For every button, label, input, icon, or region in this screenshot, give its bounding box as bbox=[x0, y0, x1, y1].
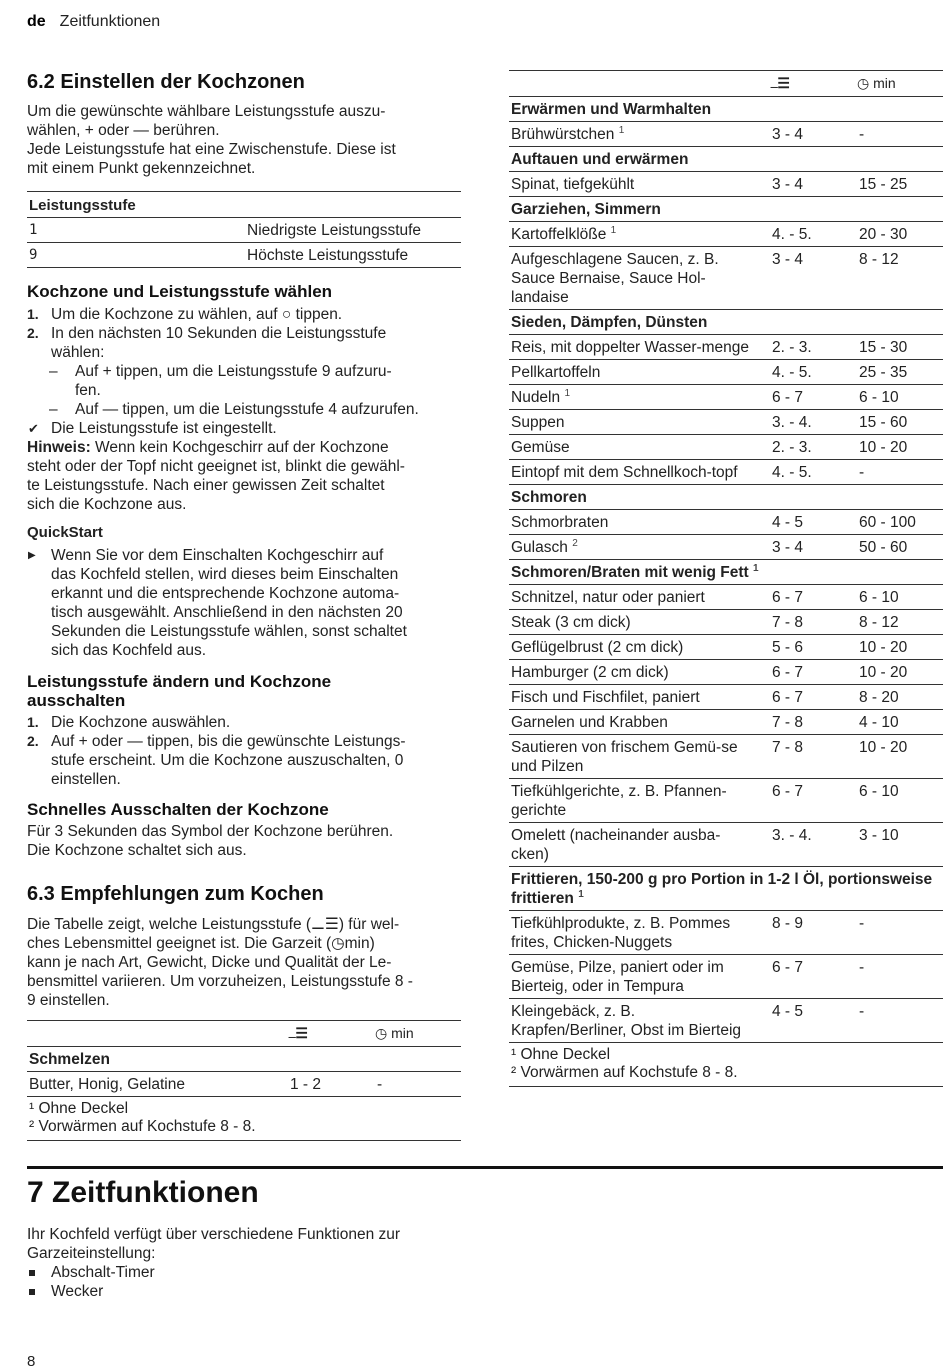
level-cell: 3 - 4 bbox=[770, 535, 857, 560]
step-item bbox=[27, 732, 461, 789]
level-cell: 3 - 4 bbox=[770, 172, 857, 197]
level-label: Höchste Leistungsstufe bbox=[245, 243, 461, 268]
food-name: Nudeln bbox=[511, 389, 561, 406]
food-cell bbox=[509, 635, 770, 660]
table-row bbox=[509, 460, 943, 485]
intro-line: Um die gewünschte wählbare Leistungsstufe auszu- bbox=[27, 103, 386, 120]
footnote-row bbox=[27, 1097, 461, 1141]
level-symbol: 1 bbox=[27, 218, 245, 243]
table-row bbox=[509, 247, 943, 310]
table-row bbox=[509, 999, 943, 1043]
table-group bbox=[509, 485, 943, 510]
section-6-2-intro bbox=[27, 102, 461, 178]
time-cell: 10 - 20 bbox=[857, 635, 943, 660]
intro-line: ches Lebensmittel geeignet ist. Die Garzeit (◷min) bbox=[27, 935, 375, 952]
food-cell bbox=[509, 510, 770, 535]
food-name: Brühwürstchen bbox=[511, 126, 615, 143]
step-text: Um die Kochzone zu wählen, auf ○ tippen. bbox=[51, 306, 343, 323]
text-line: Die Kochzone schaltet sich aus. bbox=[27, 842, 247, 859]
table-header-row bbox=[509, 71, 943, 97]
clock-icon bbox=[375, 1021, 461, 1047]
note-label: Hinweis: bbox=[27, 439, 91, 456]
intro-line: wählen, + oder — berühren. bbox=[27, 122, 220, 139]
food-name: Gemüse bbox=[511, 439, 570, 456]
level-cell: 6 - 7 bbox=[770, 685, 857, 710]
group-title bbox=[509, 560, 943, 585]
food-cell bbox=[509, 435, 770, 460]
step-text: Die Kochzone auswählen. bbox=[51, 714, 231, 731]
footnote-marker: 1 bbox=[618, 125, 625, 136]
time-cell: - bbox=[857, 911, 943, 955]
time-cell: 15 - 60 bbox=[857, 410, 943, 435]
footnotes bbox=[27, 1097, 461, 1141]
time-cell: - bbox=[857, 955, 943, 999]
chapter-7-title: 7 Zeitfunktionen bbox=[27, 1176, 259, 1209]
table-row bbox=[27, 1072, 461, 1097]
food-cell bbox=[509, 823, 770, 867]
food-cell bbox=[509, 735, 770, 779]
footnotes bbox=[509, 1043, 943, 1087]
food-cell bbox=[509, 335, 770, 360]
text-line: sich das Kochfeld aus. bbox=[51, 642, 207, 659]
text-line: tisch ausgewählt. Anschließend in den nächsten 20 bbox=[51, 604, 403, 621]
level-label: Niedrigste Leistungsstufe bbox=[245, 218, 461, 243]
time-cell: 3 - 10 bbox=[857, 823, 943, 867]
time-column-label: ◷ min bbox=[375, 1025, 414, 1041]
level-cell: 4. - 5. bbox=[770, 360, 857, 385]
footnote-marker: 1 bbox=[753, 563, 759, 574]
intro-line: Garzeiteinstellung: bbox=[27, 1245, 156, 1262]
note-text: te Leistungsstufe. Nach einer gewissen Zeit schaltet bbox=[27, 477, 385, 494]
text-line: Sekunden die Leistungsstufe wählen, sonst schaltet bbox=[51, 623, 407, 640]
food-name: Aufgeschlagene Saucen, z. B. Sauce Bernaise, Sauce Hol-landaise bbox=[511, 251, 719, 306]
table-row bbox=[509, 385, 943, 410]
table-row bbox=[509, 779, 943, 823]
table-row bbox=[509, 955, 943, 999]
food-cell bbox=[509, 911, 770, 955]
time-cell: - bbox=[857, 999, 943, 1043]
food-name: Tiefkühlprodukte, z. B. Pommes frites, Chicken-Nuggets bbox=[511, 915, 731, 951]
function-list bbox=[27, 1263, 467, 1301]
clock-icon bbox=[857, 71, 943, 97]
level-cell: 6 - 7 bbox=[770, 585, 857, 610]
text-line: das Kochfeld stellen, wird dieses beim Einschalten bbox=[51, 566, 399, 583]
food-name: Eintopf mit dem Schnellkoch-topf bbox=[511, 464, 738, 481]
level-cell: 1 - 2 bbox=[288, 1072, 375, 1097]
note-block bbox=[27, 438, 461, 514]
level-cell: 3 - 4 bbox=[770, 247, 857, 310]
food-name: Reis, mit doppelter Wasser-menge bbox=[511, 339, 750, 356]
step-text: Auf + oder — tippen, bis die gewünschte Leistungs- bbox=[51, 733, 406, 750]
food-name: Hamburger (2 cm dick) bbox=[511, 664, 669, 681]
food-name: Schnitzel, natur oder paniert bbox=[511, 589, 705, 606]
time-cell: 6 - 10 bbox=[857, 585, 943, 610]
steps-list bbox=[27, 305, 461, 362]
table-row bbox=[509, 735, 943, 779]
time-cell: 6 - 10 bbox=[857, 385, 943, 410]
time-cell: 6 - 10 bbox=[857, 779, 943, 823]
level-cell: 6 - 7 bbox=[770, 955, 857, 999]
level-cell: 6 - 7 bbox=[770, 385, 857, 410]
food-name: Tiefkühlgerichte, z. B. Pfannen-gerichte bbox=[511, 783, 727, 819]
time-cell: - bbox=[857, 122, 943, 147]
time-cell: 8 - 12 bbox=[857, 610, 943, 635]
step-number: 1. bbox=[27, 714, 39, 730]
step-text: einstellen. bbox=[51, 771, 121, 788]
group-title: Schmelzen bbox=[27, 1047, 461, 1072]
food-name: Pellkartoffeln bbox=[511, 364, 601, 381]
result-text: Die Leistungsstufe ist eingestellt. bbox=[51, 420, 277, 437]
sub-step-text: fen. bbox=[75, 382, 101, 399]
section-6-2-title: 6.2 Einstellen der Kochzonen bbox=[27, 71, 305, 93]
time-cell: - bbox=[375, 1072, 461, 1097]
intro-line: Ihr Kochfeld verfügt über verschiedene Funktionen zur bbox=[27, 1226, 401, 1243]
level-symbol: 9 bbox=[27, 243, 245, 268]
table-group bbox=[509, 867, 943, 911]
group-title-text: Frittieren, 150-200 g pro Portion in 1-2 l Öl, portionsweise frittieren bbox=[511, 871, 933, 907]
step-number: 2. bbox=[27, 325, 39, 341]
intro-line: Jede Leistungsstufe hat eine Zwischenstufe. Diese ist bbox=[27, 141, 396, 158]
food-cell bbox=[509, 222, 770, 247]
power-level-header: Leistungsstufe bbox=[27, 192, 461, 218]
food-cell bbox=[509, 779, 770, 823]
food-cell bbox=[509, 460, 770, 485]
level-cell: 4. - 5. bbox=[770, 460, 857, 485]
group-title: Auftauen und erwärmen bbox=[509, 147, 943, 172]
time-cell: 60 - 100 bbox=[857, 510, 943, 535]
table-row bbox=[509, 435, 943, 460]
step-text: In den nächsten 10 Sekunden die Leistungsstufe bbox=[51, 325, 387, 342]
quickstart-title: QuickStart bbox=[27, 524, 103, 541]
food-name: Suppen bbox=[511, 414, 565, 431]
food-name: Fisch und Fischfilet, paniert bbox=[511, 689, 700, 706]
food-cell bbox=[509, 385, 770, 410]
time-cell: 15 - 30 bbox=[857, 335, 943, 360]
food-name: Spinat, tiefgekühlt bbox=[511, 176, 635, 193]
group-title: Garziehen, Simmern bbox=[509, 197, 943, 222]
table-row bbox=[509, 685, 943, 710]
food-cell bbox=[509, 122, 770, 147]
group-title: Schmoren bbox=[509, 485, 943, 510]
food-cell bbox=[509, 955, 770, 999]
food-cell bbox=[509, 410, 770, 435]
table-group bbox=[509, 310, 943, 335]
table-group bbox=[509, 197, 943, 222]
food-name: Schmorbraten bbox=[511, 514, 609, 531]
step-item bbox=[27, 305, 461, 324]
food-cell bbox=[509, 999, 770, 1043]
table-row bbox=[509, 410, 943, 435]
food-name: Kleingebäck, z. B. Krapfen/Berliner, Obst im Bierteig bbox=[511, 1003, 742, 1039]
result-line bbox=[27, 419, 461, 438]
time-cell: 8 - 20 bbox=[857, 685, 943, 710]
footnote-row bbox=[509, 1043, 943, 1087]
level-cell: 8 - 9 bbox=[770, 911, 857, 955]
left-column bbox=[27, 70, 461, 1141]
footnote-marker: 1 bbox=[564, 388, 570, 399]
subsection-title bbox=[27, 672, 461, 710]
sub-step: – Auf — tippen, um die Leistungsstufe 4 aufzurufen. bbox=[49, 401, 419, 418]
food-cell bbox=[509, 610, 770, 635]
footnote-marker: 1 bbox=[610, 225, 617, 236]
level-cell: 7 - 8 bbox=[770, 735, 857, 779]
time-cell: 10 - 20 bbox=[857, 435, 943, 460]
table-row bbox=[509, 535, 943, 560]
group-title: Sieden, Dämpfen, Dünsten bbox=[509, 310, 943, 335]
footnote: ¹ Ohne Deckel bbox=[29, 1100, 129, 1117]
step-number: 2. bbox=[27, 733, 39, 749]
food-cell bbox=[509, 360, 770, 385]
power-level-icon bbox=[770, 71, 857, 97]
level-cell: 7 - 8 bbox=[770, 710, 857, 735]
cooking-recommendations-table bbox=[509, 70, 943, 1087]
intro-line: kann je nach Art, Gewicht, Dicke und Qualität der Le- bbox=[27, 954, 392, 971]
intro-line: bensmittel variieren. Um vorzuheizen, Leistungsstufe 8 - bbox=[27, 973, 413, 990]
food-cell bbox=[509, 685, 770, 710]
intro-line: 9 einstellen. bbox=[27, 992, 110, 1009]
header-title: Zeitfunktionen bbox=[59, 13, 161, 30]
footnote-marker: 2 bbox=[572, 538, 578, 549]
table-row bbox=[509, 122, 943, 147]
footnote: ² Vorwärmen auf Kochstufe 8 - 8. bbox=[29, 1118, 256, 1135]
table-group bbox=[27, 1047, 461, 1072]
table-row bbox=[509, 510, 943, 535]
table-row bbox=[27, 243, 461, 268]
sub-step-text: Auf — tippen, um die Leistungsstufe 4 aufzurufen. bbox=[75, 401, 419, 418]
table-group bbox=[509, 560, 943, 585]
food-name: Geflügelbrust (2 cm dick) bbox=[511, 639, 684, 656]
food-cell bbox=[509, 710, 770, 735]
section-6-3-intro bbox=[27, 915, 461, 1010]
footnote: ¹ Ohne Deckel bbox=[511, 1046, 611, 1063]
food-name: Gemüse, Pilze, paniert oder im Bierteig, oder in Tempura bbox=[511, 959, 724, 995]
level-cell: 3. - 4. bbox=[770, 823, 857, 867]
footnote-marker: 1 bbox=[578, 889, 584, 900]
quickstart-text bbox=[27, 546, 461, 660]
table-row bbox=[509, 585, 943, 610]
time-cell: 15 - 25 bbox=[857, 172, 943, 197]
list-item: Wecker bbox=[27, 1282, 467, 1301]
table-group bbox=[509, 147, 943, 172]
note-text: Wenn kein Kochgeschirr auf der Kochzone bbox=[90, 439, 389, 456]
power-level-icon-glyph: ⚊☰ bbox=[288, 1026, 307, 1042]
sub-step: – Auf + tippen, um die Leistungsstufe 9 aufzuru- fen. bbox=[49, 363, 392, 399]
time-cell: 20 - 30 bbox=[857, 222, 943, 247]
step-item bbox=[27, 713, 461, 732]
food-name: Sautieren von frischem Gemü-se und Pilzen bbox=[511, 739, 738, 775]
food-cell bbox=[509, 660, 770, 685]
food-name: Steak (3 cm dick) bbox=[511, 614, 631, 631]
table-row bbox=[509, 360, 943, 385]
level-cell: 4 - 5 bbox=[770, 510, 857, 535]
level-cell: 2. - 3. bbox=[770, 435, 857, 460]
language-code: de bbox=[27, 13, 46, 30]
table-header-row bbox=[27, 1021, 461, 1047]
step-number: 1. bbox=[27, 306, 39, 322]
triangle-icon: ▶ bbox=[28, 550, 36, 561]
table-row bbox=[27, 218, 461, 243]
text-line: erkannt und die entsprechende Kochzone automa- bbox=[51, 585, 400, 602]
title-line: Leistungsstufe ändern und Kochzone bbox=[27, 672, 332, 691]
table-row bbox=[509, 911, 943, 955]
running-header bbox=[27, 12, 160, 31]
group-title: Erwärmen und Warmhalten bbox=[509, 97, 943, 122]
food-name: Gulasch bbox=[511, 539, 568, 556]
level-cell: 3. - 4. bbox=[770, 410, 857, 435]
step-text: wählen: bbox=[51, 344, 105, 361]
table-group bbox=[509, 97, 943, 122]
note-text: steht oder der Topf nicht geeignet ist, blinkt die gewähl- bbox=[27, 458, 405, 475]
table-row bbox=[509, 635, 943, 660]
level-cell: 5 - 6 bbox=[770, 635, 857, 660]
food-name: Omelett (nacheinander ausba-cken) bbox=[511, 827, 721, 863]
table-row bbox=[509, 610, 943, 635]
level-cell: 3 - 4 bbox=[770, 122, 857, 147]
table-row bbox=[509, 660, 943, 685]
time-cell: 25 - 35 bbox=[857, 360, 943, 385]
chapter-divider bbox=[27, 1166, 943, 1169]
table-row bbox=[509, 172, 943, 197]
food-cell bbox=[509, 247, 770, 310]
chapter-7-body bbox=[27, 1225, 467, 1301]
right-column bbox=[509, 70, 943, 1087]
table-row bbox=[509, 710, 943, 735]
text-line: Für 3 Sekunden das Symbol der Kochzone berühren. bbox=[27, 823, 394, 840]
power-level-icon-glyph: ⚊☰ bbox=[770, 76, 789, 92]
intro-line: Die Tabelle zeigt, welche Leistungsstufe (⚊☰) für wel- bbox=[27, 916, 400, 933]
sub-step-text: Auf + tippen, um die Leistungsstufe 9 aufzuru- bbox=[75, 363, 392, 380]
subsection-title: Schnelles Ausschalten der Kochzone bbox=[27, 800, 329, 819]
time-cell: - bbox=[857, 460, 943, 485]
table-row bbox=[509, 823, 943, 867]
food-cell bbox=[509, 535, 770, 560]
subsection-title: Kochzone und Leistungsstufe wählen bbox=[27, 282, 333, 301]
level-cell: 4. - 5. bbox=[770, 222, 857, 247]
footnote: ² Vorwärmen auf Kochstufe 8 - 8. bbox=[511, 1064, 738, 1081]
step-text: stufe erscheint. Um die Kochzone auszuschalten, 0 bbox=[51, 752, 404, 769]
text-line: Wenn Sie vor dem Einschalten Kochgeschirr auf bbox=[51, 547, 384, 564]
time-cell: 4 - 10 bbox=[857, 710, 943, 735]
time-cell: 8 - 12 bbox=[857, 247, 943, 310]
section-6-3-title: 6.3 Empfehlungen zum Kochen bbox=[27, 883, 324, 905]
level-cell: 6 - 7 bbox=[770, 779, 857, 823]
list-item: Abschalt-Timer bbox=[27, 1263, 467, 1282]
intro-line: mit einem Punkt gekennzeichnet. bbox=[27, 160, 256, 177]
melting-table bbox=[27, 1020, 461, 1141]
time-cell: 50 - 60 bbox=[857, 535, 943, 560]
time-column-label: ◷ min bbox=[857, 75, 896, 91]
level-cell: 7 - 8 bbox=[770, 610, 857, 635]
step-item bbox=[27, 324, 461, 362]
time-cell: 10 - 20 bbox=[857, 735, 943, 779]
food-name: Kartoffelklöße bbox=[511, 226, 607, 243]
level-cell: 2. - 3. bbox=[770, 335, 857, 360]
group-title-text: Schmoren/Braten mit wenig Fett bbox=[511, 564, 749, 581]
food-cell bbox=[509, 172, 770, 197]
check-icon: ✔ bbox=[28, 421, 39, 436]
level-cell: 4 - 5 bbox=[770, 999, 857, 1043]
power-level-icon bbox=[288, 1021, 375, 1047]
table-row bbox=[509, 222, 943, 247]
time-cell: 10 - 20 bbox=[857, 660, 943, 685]
steps-list bbox=[27, 713, 461, 789]
table-row bbox=[509, 335, 943, 360]
quick-off-text bbox=[27, 822, 461, 860]
level-cell: 6 - 7 bbox=[770, 660, 857, 685]
food-cell: Butter, Honig, Gelatine bbox=[27, 1072, 288, 1097]
group-title bbox=[509, 867, 943, 911]
title-line: ausschalten bbox=[27, 691, 126, 710]
note-text: sich die Kochzone aus. bbox=[27, 496, 187, 513]
food-cell bbox=[509, 585, 770, 610]
power-level-table bbox=[27, 191, 461, 268]
food-name: Garnelen und Krabben bbox=[511, 714, 668, 731]
page-number: 8 bbox=[27, 1353, 36, 1369]
